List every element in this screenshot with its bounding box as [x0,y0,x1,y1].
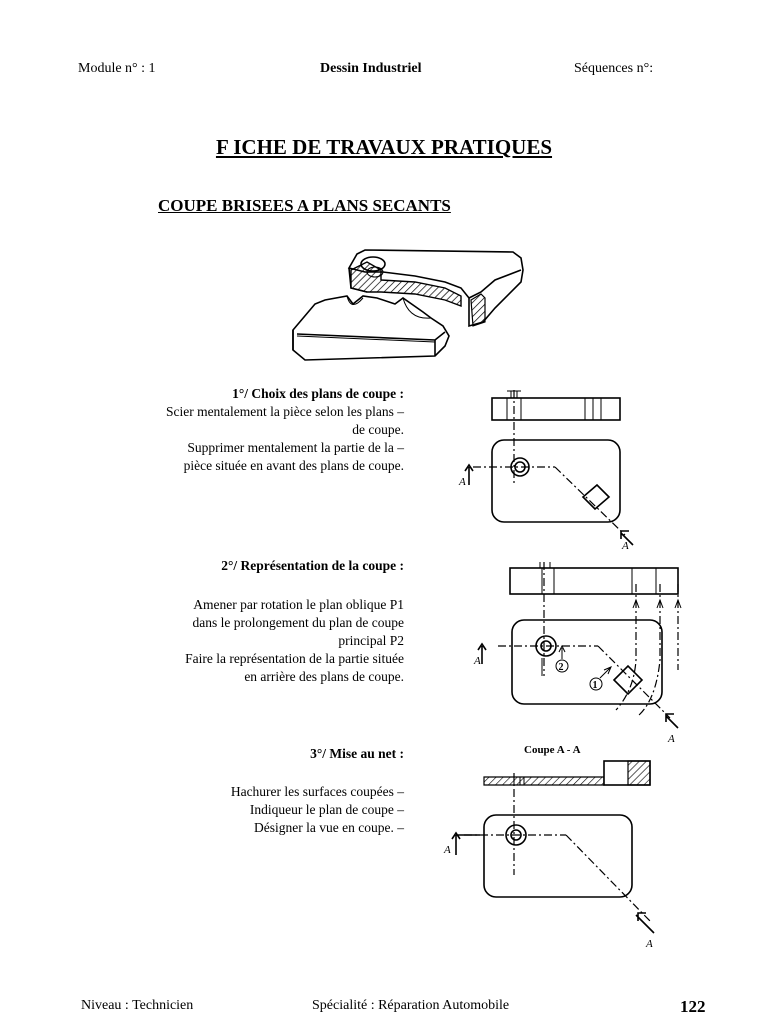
step-3 [104,745,404,763]
marker-1: 1 [592,680,598,691]
figure-2-rotation [470,560,690,750]
step-3-line: Indiqueur le plan de coupe – [249,802,404,817]
step-1-line: Supprimer mentalement la partie de la – [187,440,404,455]
step-2-body [104,596,404,686]
step-1 [104,385,404,475]
footer-level: Niveau : Technicien [81,998,194,1013]
step-3-line: Désigner la vue en coupe. – [254,820,404,835]
step-2-line: dans le prolongement du plan de coupe [192,615,404,630]
page-title: F ICHE DE TRAVAUX PRATIQUES [215,135,553,159]
subject-title: Dessin Industriel [320,61,422,76]
step-2-line: Amener par rotation le plan oblique P1 [193,597,404,612]
figure-1-cutting-planes [455,385,635,555]
step-1-line: Scier mentalement la pièce selon les plans – [165,404,404,419]
step-2-line: en arrière des plans de coupe. [244,669,404,684]
plane-label-a: A [668,733,675,745]
plane-label-a: A [444,844,451,856]
section-subtitle: COUPE BRISEES A PLANS SECANTS [158,196,451,215]
step-2-line: Faire la représentation de la partie située [185,651,404,666]
footer-specialty: Spécialité : Réparation Automobile [312,998,510,1013]
sequence-number: Séquences n°: [574,61,654,76]
section-view-label: Coupe A - A [524,744,581,756]
step-2-heading: 2°/ Représentation de la coupe : [221,558,404,573]
plane-label-a: A [646,938,653,950]
step-1-line: de coupe. [352,422,404,437]
isometric-part-illustration [285,242,545,367]
step-1-heading: 1°/ Choix des plans de coupe : [232,386,404,401]
plane-label-a: A [622,540,629,552]
plane-label-a: A [474,655,481,667]
module-number: Module n° : 1 [78,61,156,76]
step-3-heading: 3°/ Mise au net : [310,746,404,761]
step-3-line: Hachurer les surfaces coupées – [230,784,404,799]
step-1-line: pièce située en avant des plans de coupe. [183,458,404,473]
figure-3-final-section [440,755,670,955]
plane-label-a: A [459,476,466,488]
step-2 [104,557,404,575]
step-3-body [104,783,404,837]
marker-2: 2 [558,662,564,673]
step-2-line: principal P2 [338,633,404,648]
page-number: 122 [680,997,706,1016]
